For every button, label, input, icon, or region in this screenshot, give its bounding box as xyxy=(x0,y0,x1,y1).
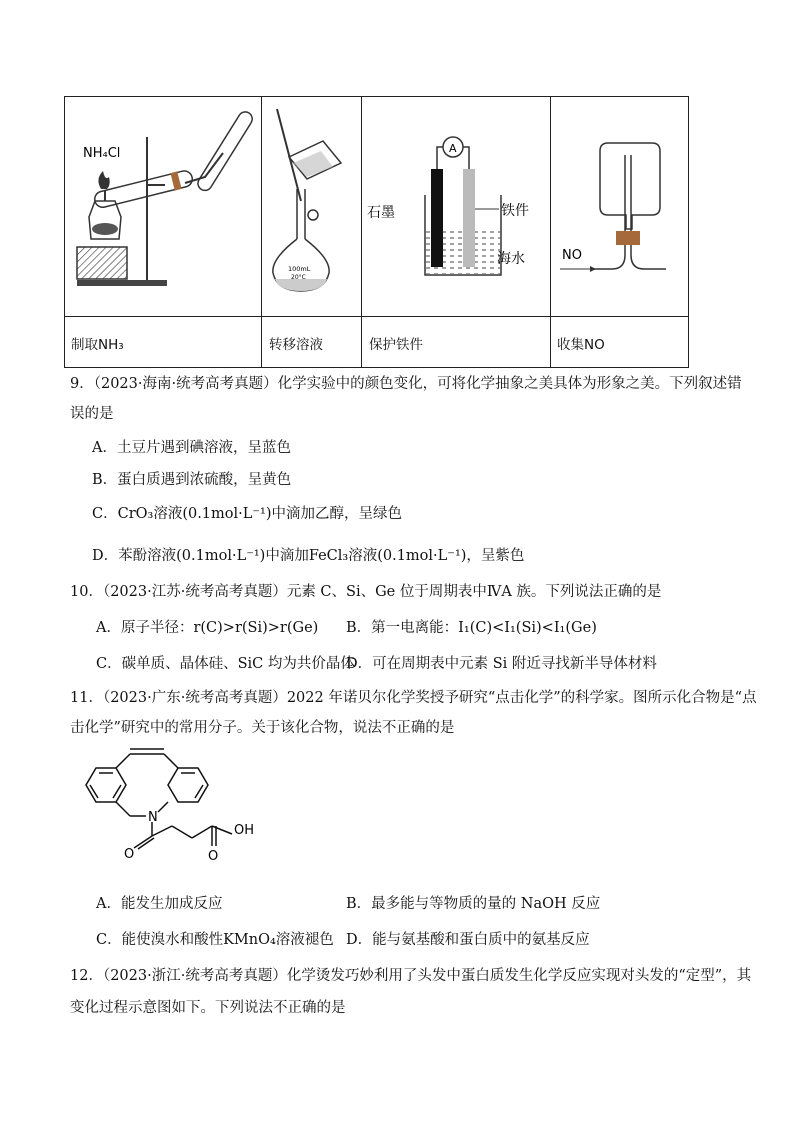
protect-iron-diagram xyxy=(361,97,550,315)
dbco-molecule-structure xyxy=(70,748,280,866)
q9-option-c: C．CrO₃溶液(0.1mol·L⁻¹)中滴加乙醇，呈绿色 xyxy=(92,506,403,522)
q10-option-d: D．可在周期表中元素 Si 附近寻找新半导体材料 xyxy=(346,656,657,672)
ketone-oxygen-label: O xyxy=(124,847,135,862)
hydroxyl-label: OH xyxy=(234,823,255,838)
q9-option-b: B．蛋白质遇到浓硫酸，呈黄色 xyxy=(92,472,292,488)
flask-volume-label: 100mL xyxy=(288,265,311,273)
collect-no-diagram xyxy=(550,97,689,315)
q9-stem-line2: 误的是 xyxy=(70,406,114,422)
graphite-label: 石墨 xyxy=(367,205,395,221)
q12-stem-line1: 12．（2023·浙江·统考高考真题）化学烫发巧妙利用了头发中蛋白质发生化学反应实现对头发的“定型”，其 xyxy=(70,968,752,984)
q10-stem: 10．（2023·江苏·统考高考真题）元素 C、Si、Ge 位于周期表中ⅣA 族。下列说法正确的是 xyxy=(70,584,662,600)
q11-option-a: A．能发生加成反应 xyxy=(96,896,223,912)
transfer-solution-diagram xyxy=(261,97,361,315)
caption-transfer-solution: 转移溶液 xyxy=(269,337,323,353)
nh4cl-label: NH₄Cl xyxy=(83,146,121,161)
flask-temp-label: 20°C xyxy=(291,274,306,281)
q11-option-d: D．能与氨基酸和蛋白质中的氨基反应 xyxy=(346,932,590,948)
q12-stem-line2: 变化过程示意图如下。下列说法不正确的是 xyxy=(70,1000,346,1016)
q9-stem-line1: 9．（2023·海南·统考高考真题）化学实验中的颜色变化，可将化学抽象之美具体为形象之美。下列叙述错 xyxy=(70,376,742,392)
seawater-label: 海水 xyxy=(497,251,525,267)
q11-stem-line2: 击化学”研究中的常用分子。关于该化合物，说法不正确的是 xyxy=(70,720,455,736)
q11-option-b: B．最多能与等物质的量的 NaOH 反应 xyxy=(346,896,601,912)
carboxyl-oxygen-label: O xyxy=(208,849,219,864)
q11-stem-line1: 11．（2023·广东·统考高考真题）2022 年诺贝尔化学奖授予研究“点击化学”的科学家。图所示化合物是“点 xyxy=(70,690,757,706)
no-gas-label: NO xyxy=(562,248,582,263)
q11-option-c: C．能使溴水和酸性KMnO₄溶液褪色 xyxy=(96,932,334,948)
caption-make-nh3: 制取NH₃ xyxy=(71,337,124,353)
q10-option-a: A．原子半径：r(C)>r(Si)>r(Ge) xyxy=(96,620,319,636)
q10-option-c: C．碳单质、晶体硅、SiC 均为共价晶体 xyxy=(96,656,355,672)
iron-label: 铁件 xyxy=(501,203,529,219)
ammeter-label: A xyxy=(449,142,457,155)
q9-option-a: A．土豆片遇到碘溶液，呈蓝色 xyxy=(92,440,291,456)
nh3-apparatus-diagram xyxy=(65,97,261,315)
apparatus-table xyxy=(64,96,689,368)
q9-option-d: D．苯酚溶液(0.1mol·L⁻¹)中滴加FeCl₃溶液(0.1mol·L⁻¹)，呈紫色 xyxy=(92,548,525,564)
caption-collect-no: 收集NO xyxy=(557,337,605,353)
caption-protect-iron: 保护铁件 xyxy=(369,337,423,353)
q10-option-b: B．第一电离能：I₁(C)<I₁(Si)<I₁(Ge) xyxy=(346,620,597,636)
table-divider xyxy=(65,316,688,317)
nitrogen-label: N xyxy=(148,810,158,825)
